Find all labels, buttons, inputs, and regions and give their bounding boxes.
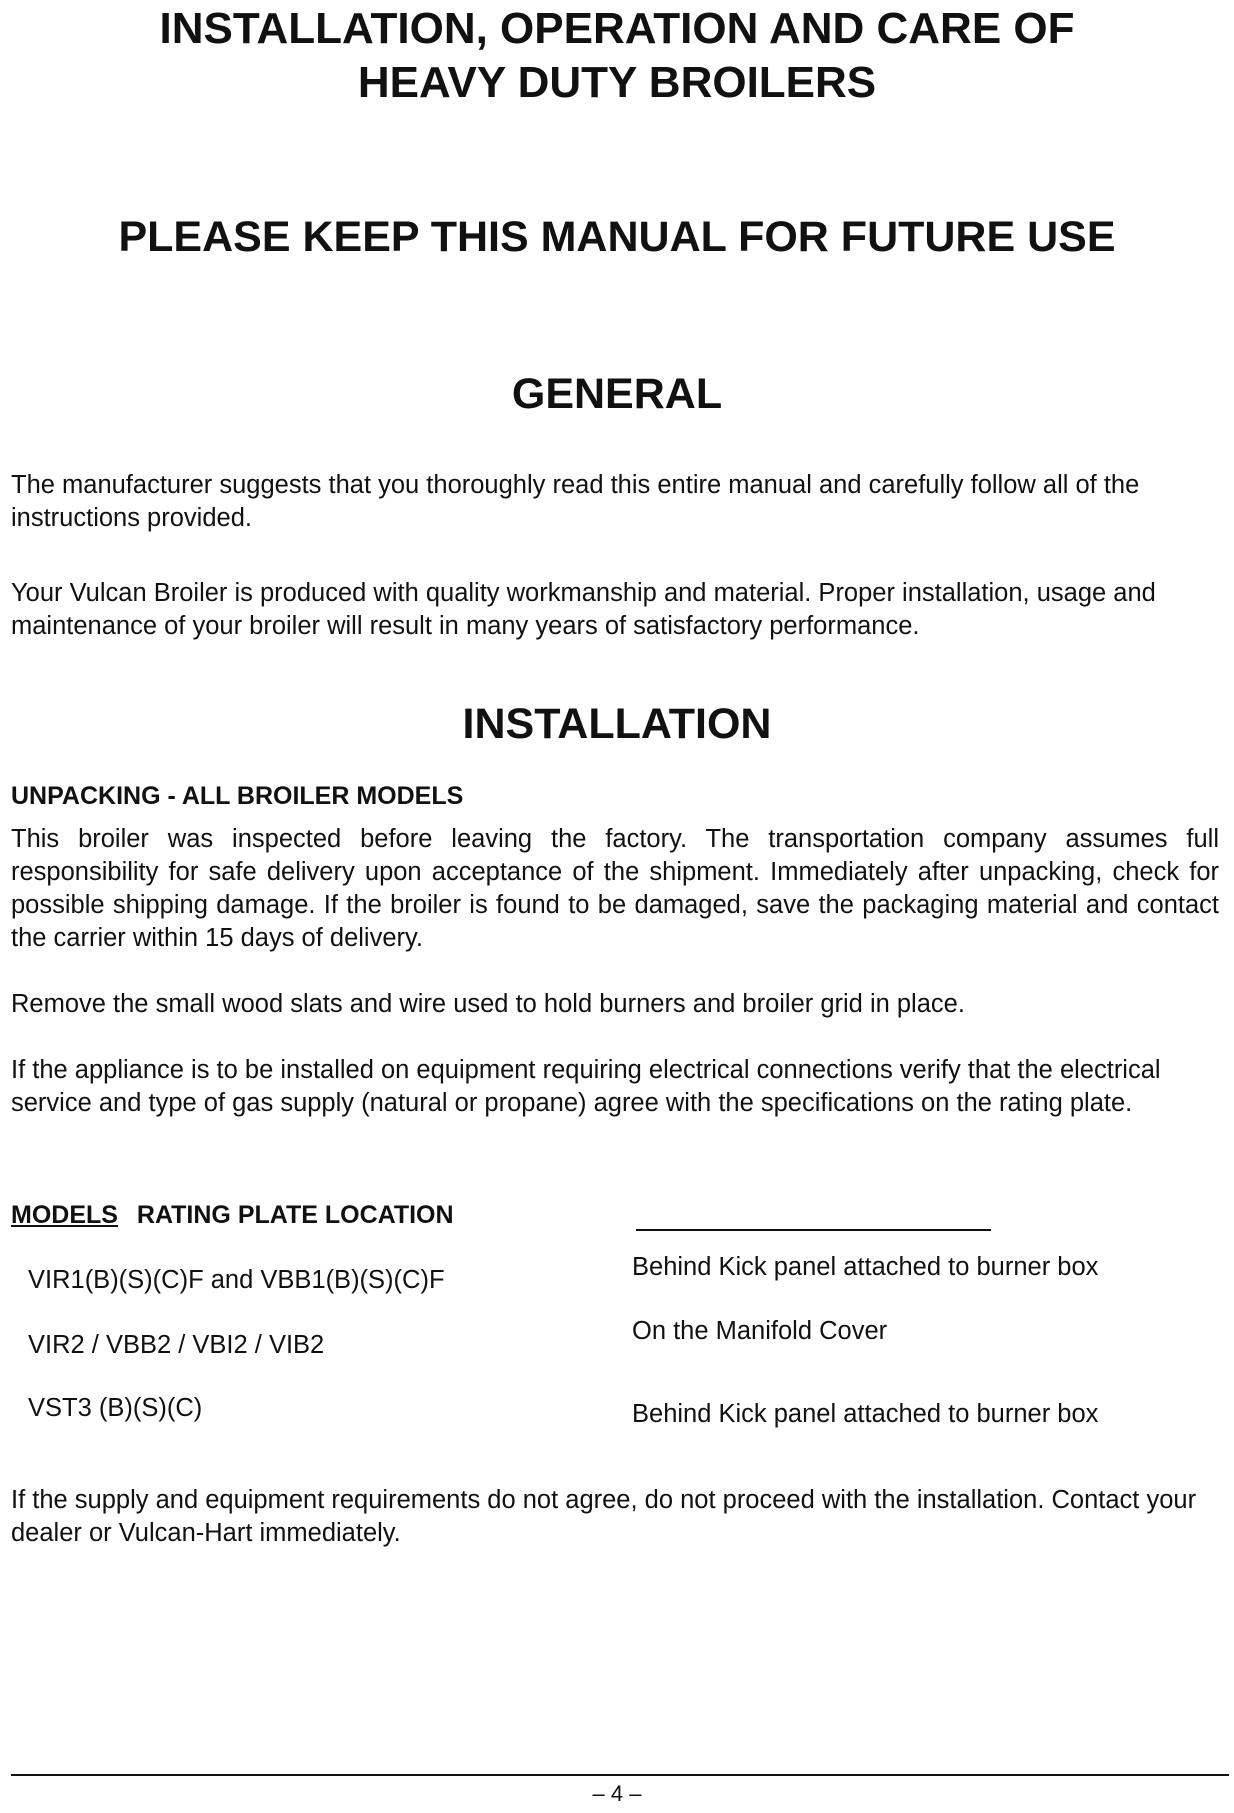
table-row-model: VST3 (B)(S)(C) [28, 1394, 203, 1422]
unpacking-paragraph: This broiler was inspected before leaving the factory. The transportation company assumes full responsibility for safe delivery upon acceptance of the shipment. Immediately after unpacking, check for possible shipping damage. If the broiler is found to be damaged, save the packaging material and contact the carrier within 15 days of delivery. [11, 825, 1219, 952]
page-number: – 4 – [592, 1781, 642, 1806]
general-paragraph-2: Your Vulcan Broiler is produced with quality workmanship and material. Proper installation, usage and maintenance of your broiler will result in many years of satisfactory performance. [11, 579, 1156, 640]
models-table-header [11, 1200, 454, 1230]
title-line-1: INSTALLATION, OPERATION AND CARE OF [159, 4, 1075, 53]
table-row-model: VIR1(B)(S)(C)F and VBB1(B)(S)(C)F [28, 1266, 445, 1294]
general-paragraph-1: The manufacturer suggests that you thoroughly read this entire manual and carefully follow all of the instructions provided. [11, 471, 1140, 532]
models-column-header: MODELS [11, 1201, 118, 1229]
general-heading: GENERAL [511, 370, 723, 418]
location-header-rule [636, 1229, 991, 1231]
closing-paragraph: If the supply and equipment requirements do not agree, do not proceed with the installation. Contact your dealer or Vulcan-Hart immediately. [11, 1486, 1197, 1547]
footer-rule [11, 1774, 1229, 1776]
title-line-2: HEAVY DUTY BROILERS [357, 58, 877, 107]
installation-heading: INSTALLATION [462, 700, 772, 748]
keep-manual-notice: PLEASE KEEP THIS MANUAL FOR FUTURE USE [118, 213, 1116, 261]
remove-slats-paragraph: Remove the small wood slats and wire used to hold burners and broiler grid in place. [11, 990, 965, 1018]
electrical-paragraph: If the appliance is to be installed on equipment requiring electrical connections verify that the electrical service and type of gas supply (natural or propane) agree with the specifications on the rating plate. [11, 1056, 1161, 1117]
table-row-location: Behind Kick panel attached to burner box [632, 1400, 1099, 1428]
table-row-location: On the Manifold Cover [632, 1317, 888, 1345]
rating-plate-column-header: RATING PLATE LOCATION [136, 1201, 454, 1229]
table-row-model: VIR2 / VBB2 / VBI2 / VIB2 [28, 1331, 325, 1359]
unpacking-subheading: UNPACKING - ALL BROILER MODELS [11, 782, 464, 810]
table-row-location: Behind Kick panel attached to burner box [632, 1253, 1099, 1281]
